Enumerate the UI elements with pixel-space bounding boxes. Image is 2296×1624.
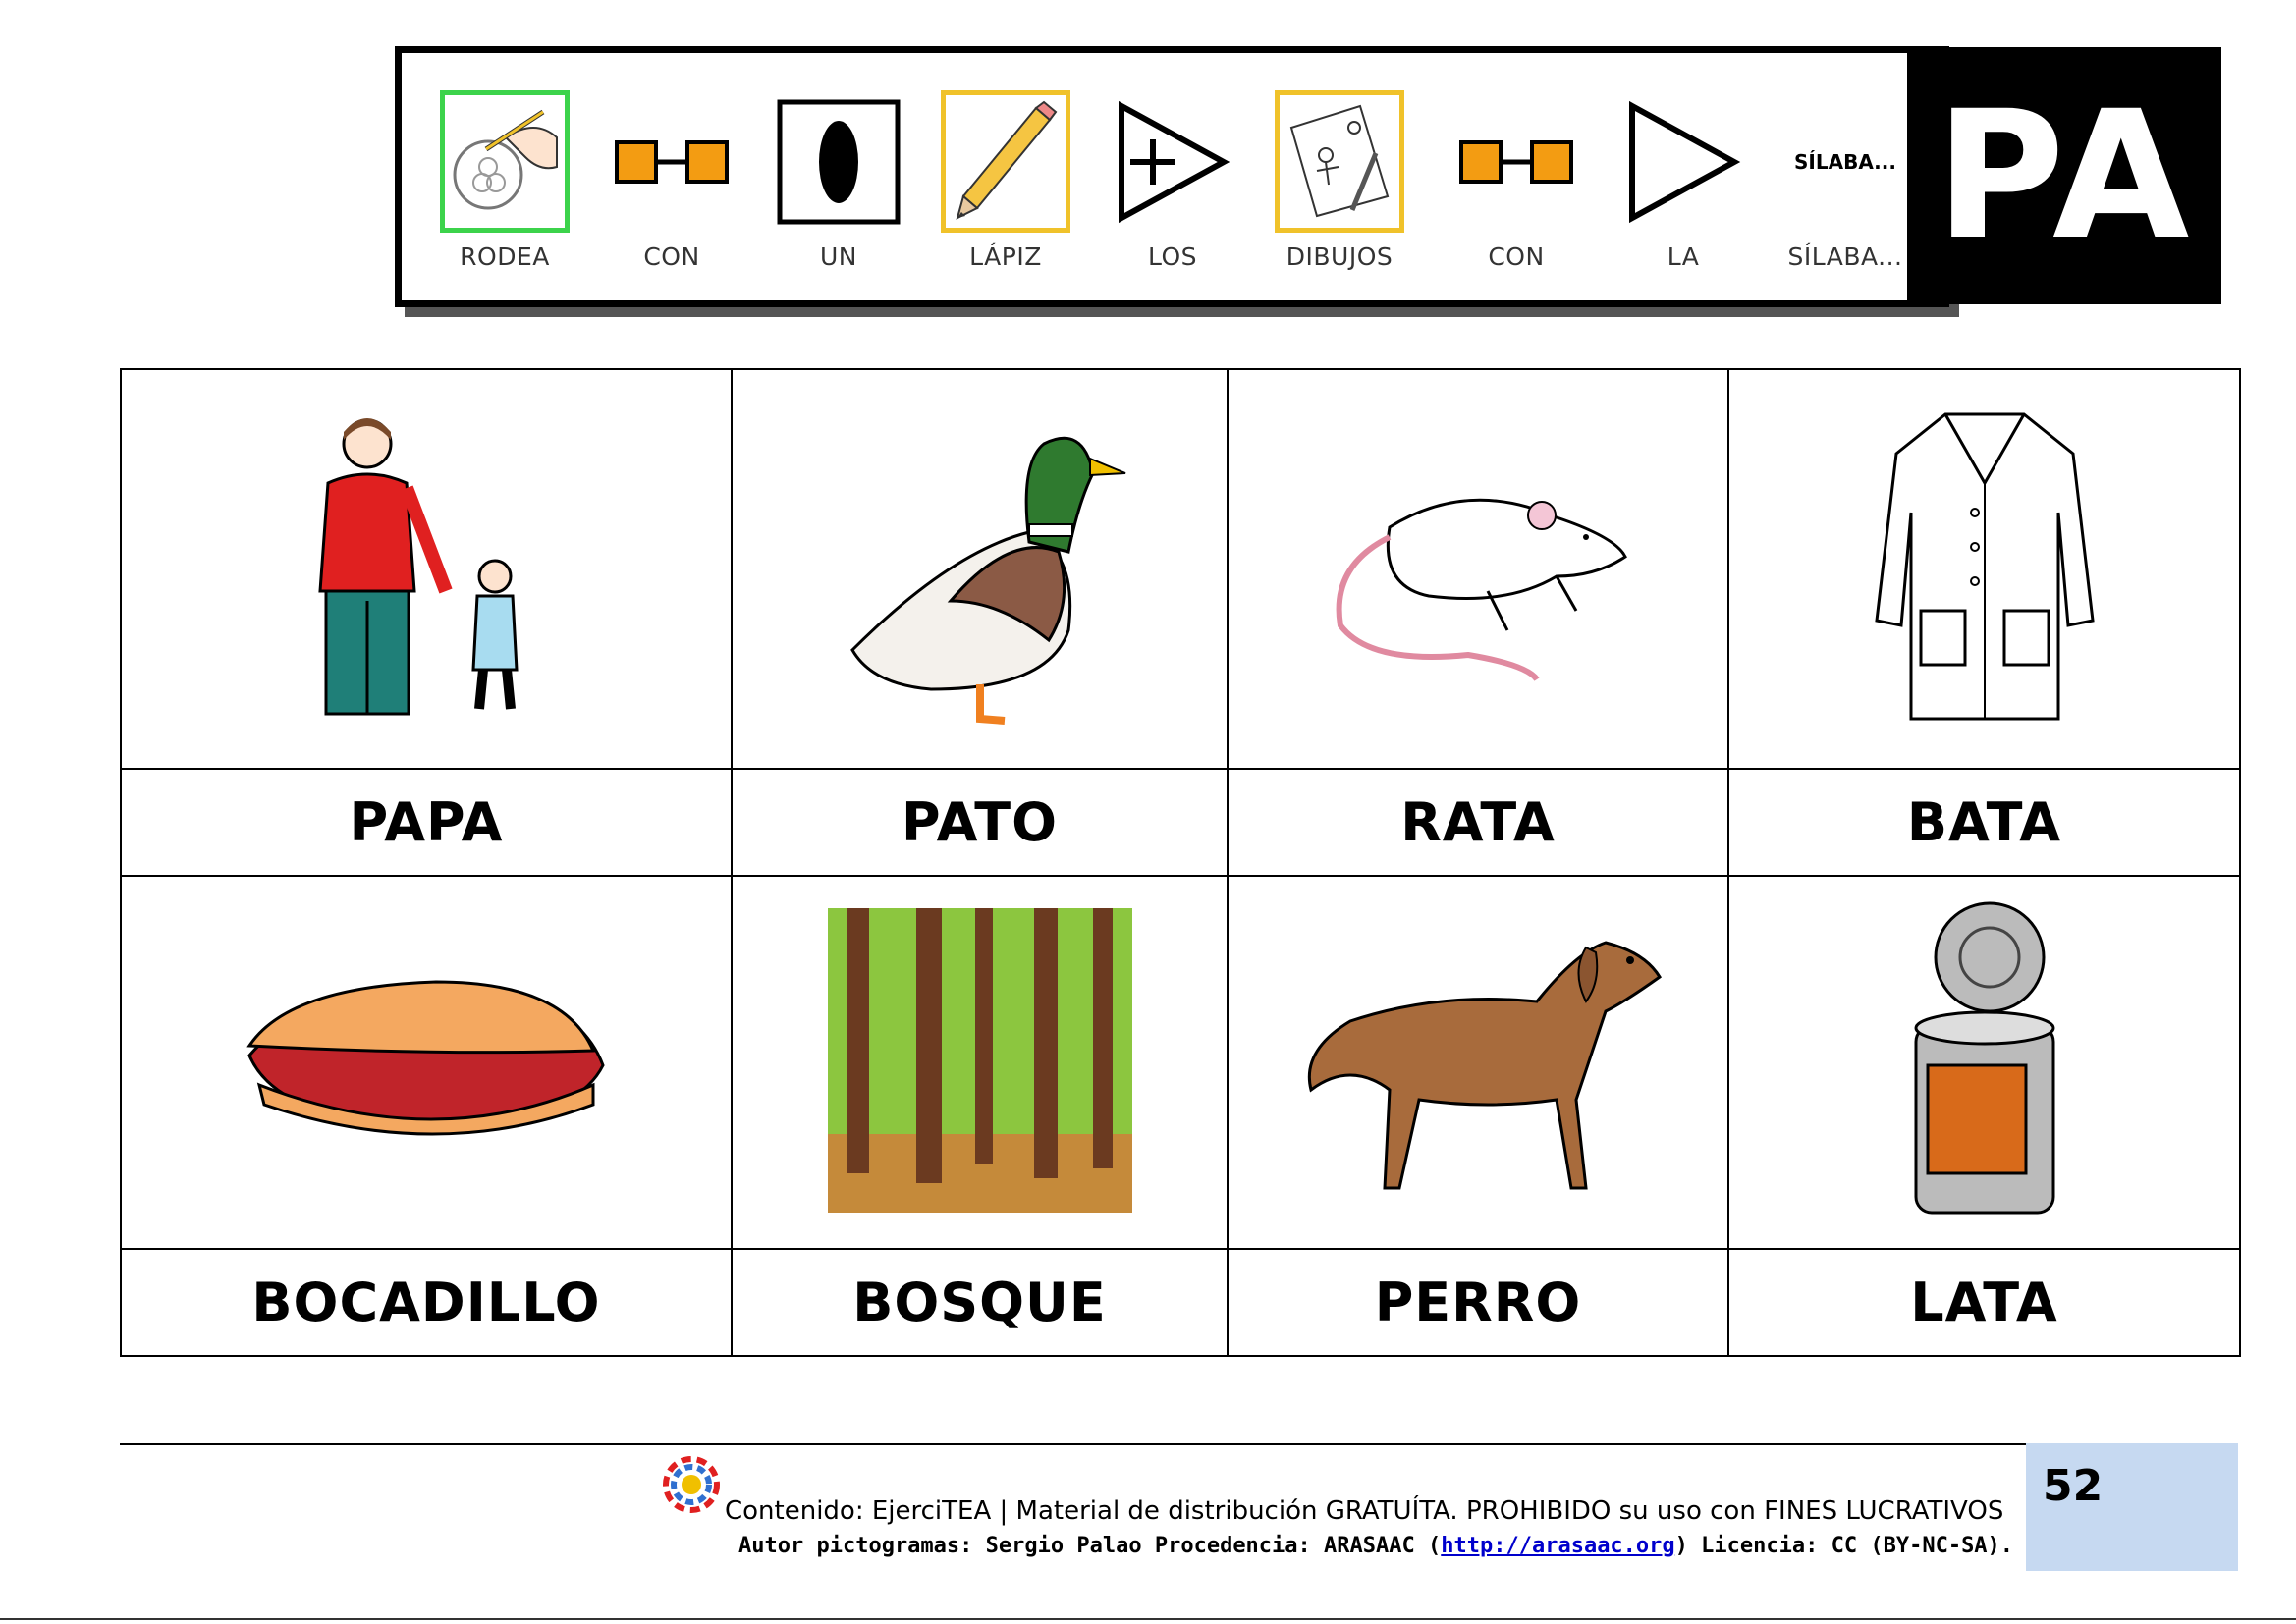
ejercitea-logo — [656, 1455, 727, 1514]
picture-cell — [1228, 876, 1728, 1249]
footer-content-line: Contenido: EjerciTEA | Material de distribución GRATUÍTA. PROHIBIDO su uso con FINES LUCRATIVOS — [725, 1496, 2004, 1526]
syllable-text-icon — [1780, 90, 1910, 233]
instruction-bar — [395, 46, 1949, 307]
word-cell: BOCADILLO — [121, 1249, 732, 1356]
picture-cell — [1728, 369, 2240, 769]
drawing-icon — [1275, 90, 1404, 233]
lab-coat-icon — [1867, 405, 2103, 729]
picto-los — [1099, 90, 1246, 287]
word-grid — [120, 368, 2239, 1355]
word-cell: RATA — [1228, 769, 1728, 876]
dog-icon — [1291, 913, 1665, 1208]
picto-label: SÍLABA... — [1787, 243, 1903, 271]
picto-label: LOS — [1147, 243, 1198, 271]
one-oval-icon — [774, 90, 903, 233]
syllable-icon-text: SÍLABA... — [1794, 149, 1896, 174]
picture-cell — [1728, 876, 2240, 1249]
picto-rodea — [431, 90, 578, 287]
author-prefix: Autor pictogramas: Sergio Palao Procedencia: ARASAAC ( — [738, 1534, 1442, 1558]
picto-label: CON — [1488, 243, 1545, 271]
page-bottom-line — [0, 1618, 2296, 1620]
picture-cell — [121, 876, 732, 1249]
arasaac-link[interactable]: http://arasaac.org — [1441, 1534, 1675, 1558]
picto-con-2 — [1443, 90, 1590, 287]
picto-con — [598, 90, 745, 287]
footer-author-line — [738, 1534, 2013, 1558]
picto-label: LA — [1667, 243, 1700, 271]
picto-label: CON — [643, 243, 700, 271]
page-number: 52 — [2043, 1461, 2104, 1511]
picto-dibujos — [1266, 90, 1413, 287]
circle-with-pencil-icon — [440, 90, 570, 233]
picto-label: UN — [820, 243, 857, 271]
forest-icon — [828, 908, 1132, 1213]
picto-la — [1610, 90, 1757, 287]
picture-cell — [121, 369, 732, 769]
duck-icon — [833, 405, 1127, 729]
picto-label: DIBUJOS — [1285, 243, 1394, 271]
picto-silaba — [1772, 90, 1919, 287]
picto-label: RODEA — [460, 243, 550, 271]
author-suffix: ) Licencia: CC (BY-NC-SA). — [1674, 1534, 2014, 1558]
pencil-icon — [941, 90, 1070, 233]
can-icon — [1906, 898, 2063, 1222]
word-cell: PAPA — [121, 769, 732, 876]
picture-cell — [732, 876, 1228, 1249]
word-cell: PATO — [732, 769, 1228, 876]
picture-cell — [1228, 369, 1728, 769]
triangle-icon — [1618, 90, 1748, 233]
connector-squares-icon — [607, 90, 737, 233]
plural-triangle-icon — [1108, 90, 1237, 233]
word-cell: BOSQUE — [732, 1249, 1228, 1356]
picto-label: LÁPIZ — [969, 243, 1042, 271]
rat-icon — [1311, 439, 1645, 694]
connector-squares-icon — [1451, 90, 1581, 233]
syllable-badge: PA — [1907, 47, 2221, 304]
footer-divider — [120, 1443, 2030, 1445]
father-and-child-icon — [299, 405, 554, 729]
word-cell: PERRO — [1228, 1249, 1728, 1356]
word-cell: LATA — [1728, 1249, 2240, 1356]
word-cell: BATA — [1728, 769, 2240, 876]
sandwich-icon — [240, 977, 613, 1144]
picto-un — [765, 90, 912, 287]
picto-lapiz — [932, 90, 1079, 287]
picture-cell — [732, 369, 1228, 769]
